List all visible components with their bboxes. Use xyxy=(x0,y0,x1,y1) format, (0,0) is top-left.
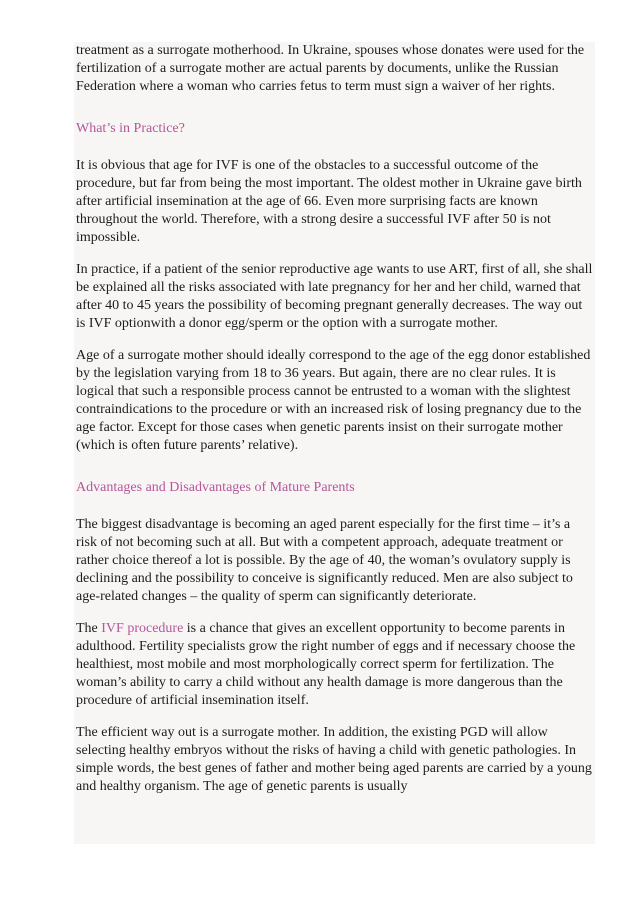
ivf-procedure-link[interactable]: IVF procedure xyxy=(101,621,184,636)
paragraph-prefix-text: The xyxy=(76,621,102,636)
paragraph-efficient-way-out: The efficient way out is a surrogate mother. In addition, the existing PGD will allow selecting healthy embryos without the risks of having a child with genetic pathologies. In simple words, the best genes of father and mother being aged parents are carried by a young and healthy organism. The age of genetic parents is usually xyxy=(76,725,592,794)
article-content-block xyxy=(74,42,595,844)
paragraph-surrogacy-documents: treatment as a surrogate motherhood. In Ukraine, spouses whose donates were used for the fertilization of a surrogate mother are actual parents by documents, unlike the Russian Federation where a woman who carries fetus to term must sign a waiver of her rights. xyxy=(76,43,585,94)
paragraph-body-text: is a chance that gives an excellent opportunity to become parents in adulthood. Fertility specialists grow the right number of eggs and if necessary choose the healthiest, most mobile and most morphologically correct sperm for fertilization. The woman’s ability to carry a child without any health damage is more dangerous than the procedure of artificial insemination itself. xyxy=(76,621,576,708)
paragraph-ivf-age-obstacles: It is obvious that age for IVF is one of the obstacles to a successful outcome of the procedure, but far from being the most important. The oldest mother in Ukraine gave birth after artificial insemination at the age of 66. Even more surprising facts are known throughout the world. Therefore, with a strong desire a successful IVF after 50 is not impossible. xyxy=(76,158,582,245)
section-heading-whats-in-practice: What’s in Practice? xyxy=(76,121,185,136)
paragraph-surrogate-mother-age: Age of a surrogate mother should ideally correspond to the age of the egg donor established by the legislation varying from 18 to 36 years. But again, there are no clear rules. It is logical that such a responsible process cannot be entrusted to a woman with the slightest contraindications to the procedure or with an increased risk of losing pregnancy due to the age factor. Except for those cases when genetic parents insist on their surrogate mother (which is often future parents’ relative). xyxy=(76,348,591,453)
section-heading-advantages-disadvantages: Advantages and Disadvantages of Mature Parents xyxy=(76,480,355,495)
paragraph-senior-reproductive-age: In practice, if a patient of the senior reproductive age wants to use ART, first of all, she shall be explained all the risks associated with late pregnancy for her and her child, warned that after 40 to 45 years the possibility of becoming pregnant generally decreases. The way out is IVF optionwith a donor egg/sperm or the option with a surrogate mother. xyxy=(76,262,593,331)
paragraph-biggest-disadvantage: The biggest disadvantage is becoming an aged parent especially for the first time – it’s a risk of not becoming such at all. But with a competent approach, adequate treatment or rather choice thereof a lot is possible. By the age of 40, the woman’s ovulatory supply is declining and the possibility to conceive is significantly reduced. Men are also subject to age-related changes – the quality of sperm can significantly deteriorate. xyxy=(76,517,573,604)
paragraph-ivf-procedure-chance xyxy=(76,620,593,710)
